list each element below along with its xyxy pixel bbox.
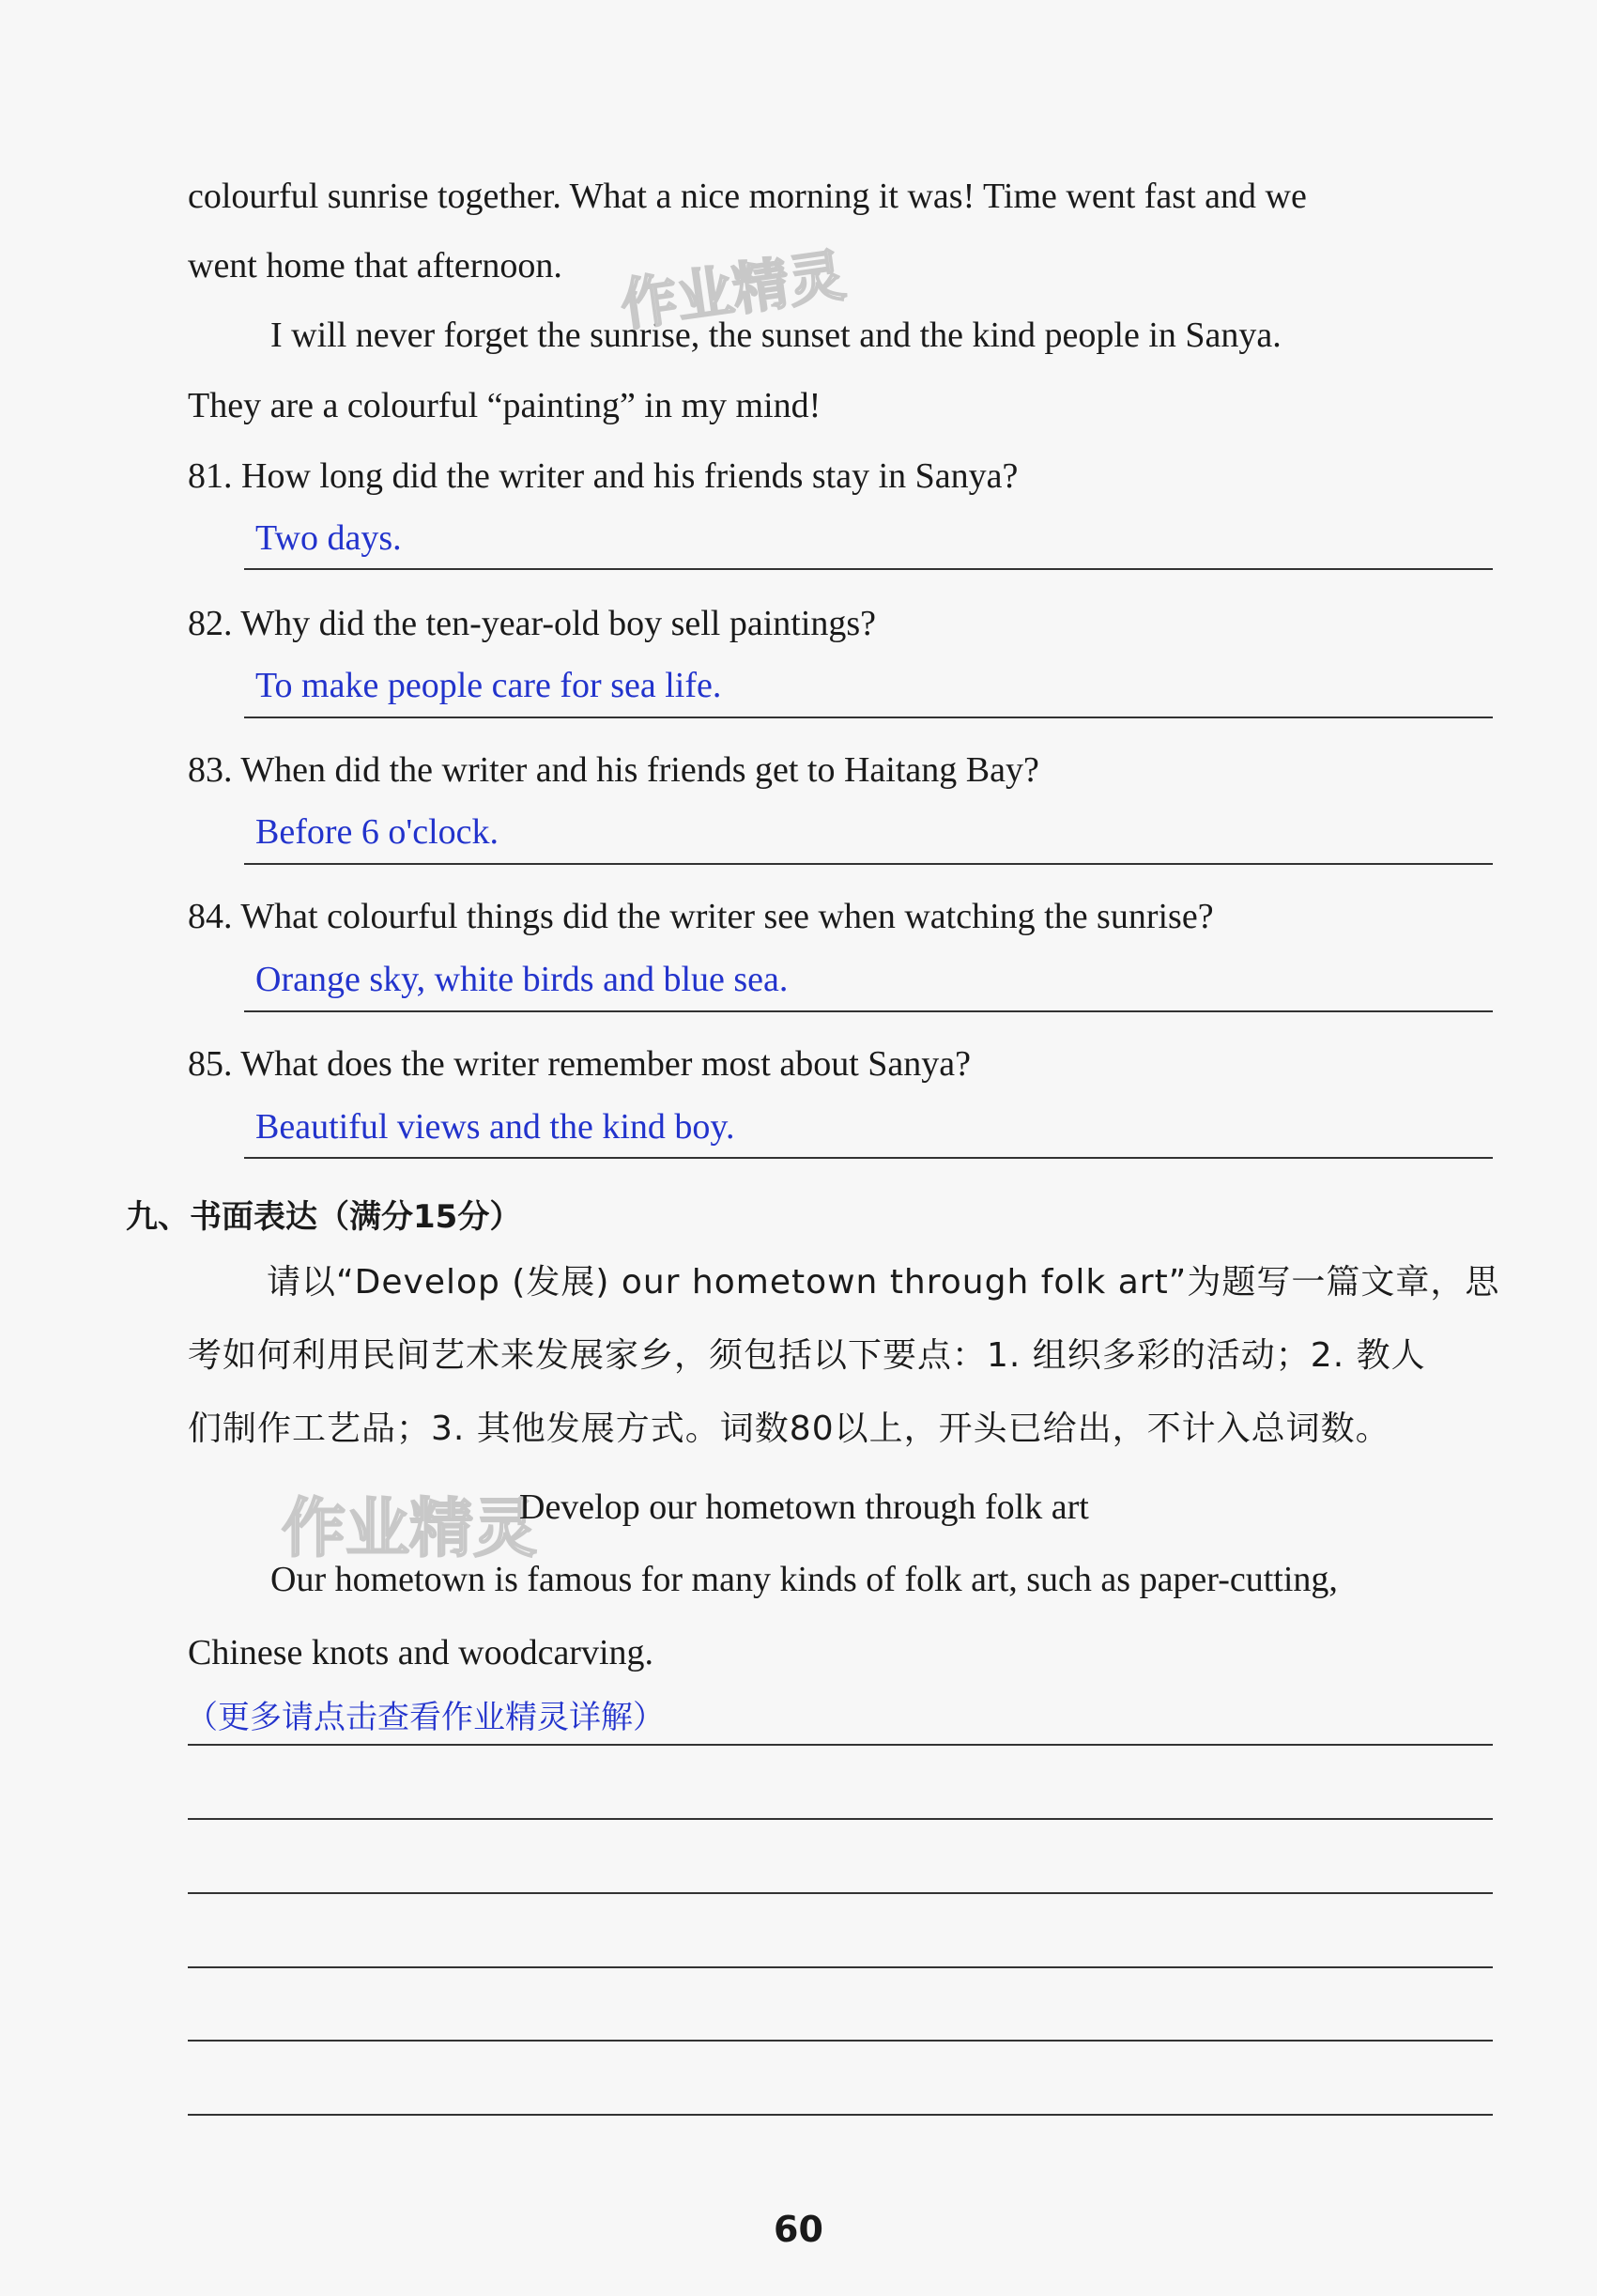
more-details-link[interactable]: （更多请点击查看作业精灵详解）	[186, 1699, 665, 1736]
question-text: 82. Why did the ten-year-old boy sell paintings?	[188, 604, 877, 643]
answer-text: Before 6 o'clock.	[255, 812, 499, 852]
answer-line	[244, 1157, 1493, 1159]
answer-line	[244, 863, 1493, 865]
answer-text: To make people care for sea life.	[255, 666, 722, 705]
watermark: 作业精灵	[616, 242, 850, 340]
passage-line: went home that afternoon.	[188, 246, 562, 285]
question-text: 84. What colourful things did the writer see when watching the sunrise?	[188, 897, 1214, 936]
answer-line	[244, 568, 1493, 570]
answer-text: Two days.	[255, 518, 402, 558]
passage-line: colourful sunrise together. What a nice morning it was! Time went fast and we	[188, 177, 1307, 216]
instruction-line: 们制作工艺品；3. 其他发展方式。词数80以上，开头已给出，不计入总词数。	[188, 1410, 1390, 1448]
writing-line	[188, 2114, 1493, 2116]
essay-opening: Our hometown is famous for many kinds of folk art, such as paper-cutting,	[270, 1560, 1338, 1599]
writing-line	[188, 1744, 1493, 1746]
essay-opening: Chinese knots and woodcarving.	[188, 1633, 654, 1672]
essay-title: Develop our hometown through folk art	[519, 1487, 1089, 1527]
question-text: 81. How long did the writer and his friends stay in Sanya?	[188, 456, 1019, 496]
instruction-line: 考如何利用民间艺术来发展家乡，须包括以下要点：1. 组织多彩的活动；2. 教人	[188, 1336, 1426, 1375]
page-number: 60	[774, 2209, 823, 2250]
writing-line	[188, 1966, 1493, 1968]
question-text: 85. What does the writer remember most about Sanya?	[188, 1044, 971, 1084]
question-text: 83. When did the writer and his friends get to Haitang Bay?	[188, 750, 1039, 790]
instruction-line: 请以“Develop (发展) our hometown through folk art”为题写一篇文章，思	[267, 1263, 1500, 1302]
passage-line: I will never forget the sunrise, the sunset and the kind people in Sanya.	[270, 316, 1282, 355]
answer-text: Orange sky, white birds and blue sea.	[255, 960, 789, 999]
answer-line	[244, 717, 1493, 718]
passage-line: They are a colourful “painting” in my mind!	[188, 386, 822, 425]
writing-line	[188, 1818, 1493, 1820]
section-heading: 九、书面表达（满分15分）	[126, 1198, 522, 1236]
answer-line	[244, 1010, 1493, 1012]
watermark: 作业精灵	[282, 1492, 538, 1566]
writing-line	[188, 1892, 1493, 1894]
writing-line	[188, 2040, 1493, 2042]
answer-text: Beautiful views and the kind boy.	[255, 1107, 735, 1147]
